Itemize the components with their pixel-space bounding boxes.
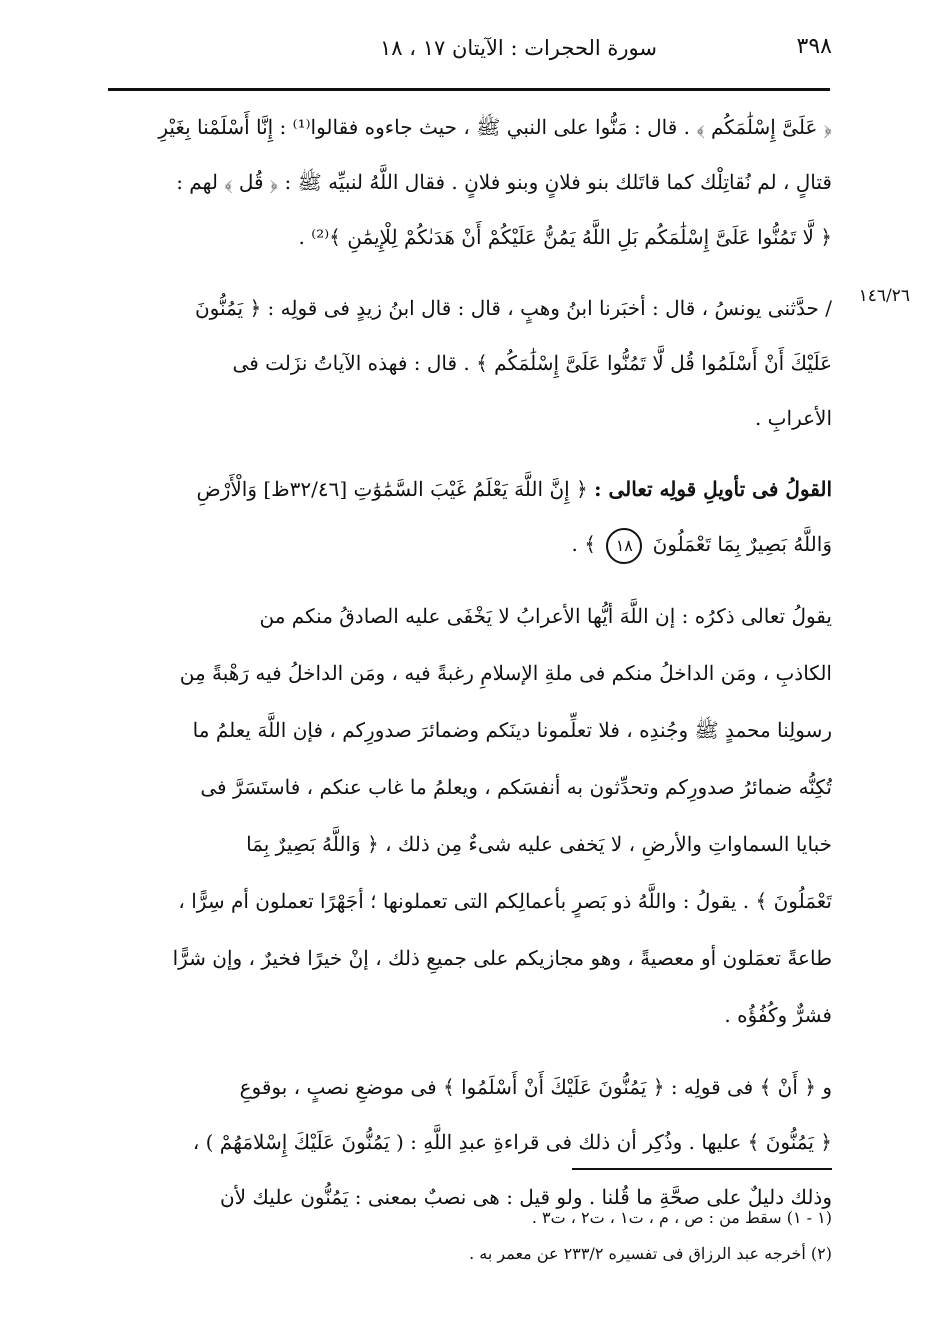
text-line: فشرٌّ وكُفُؤُه . [724, 1003, 832, 1027]
paragraph-1 [108, 100, 832, 265]
running-title: سورة الحجرات : الآيتان ١٧ ، ١٨ [380, 36, 657, 60]
text-line: رسولِنا محمدٍ ﷺ وجُندِه ، فلا تعلِّمونا دينَكم وضمائرَ صدورِكم ، فإن اللَّهَ يعلمُ ما [192, 718, 832, 742]
section-heading: القولُ فى تأويلِ قولِه تعالى : [594, 477, 832, 501]
verse-number-badge: ١٨ [606, 528, 642, 564]
text-line: الكاذبِ ، ومَن الداخلُ منكم فى ملةِ الإسلامِ رغبةً فيه ، ومَن الداخلُ فيه رَهْبةً مِن [179, 661, 832, 685]
text-line: الأعرابِ . [754, 406, 832, 430]
main-text [108, 100, 832, 1225]
closing-bracket: ﴾ . [571, 532, 596, 556]
text-line: عَلَيْكَ أَنْ أَسْلَمُوا قُل لَّا تَمُنُّوا عَلَىَّ إِسْلَٰمَكُم ﴾ . قال : فهذه الآياتُ نزَلت فى [232, 351, 832, 375]
text-line: / حدَّثنى يونسُ ، قال : أخبَرنا ابنُ وهبٍ ، قال : قال ابنُ زيدٍ فى قولِه : ﴿ يَمُنُّونَ [194, 296, 832, 320]
paragraph-2 [108, 281, 832, 446]
text-line [108, 517, 832, 572]
paragraph-gap [108, 265, 832, 281]
page-header [105, 28, 832, 78]
text-line: خبايا السماواتِ والأرضِ ، لا يَخفى عليه شىءٌ مِن ذلك ، ﴿ وَاللَّهُ بَصِيرٌ بِمَا [246, 832, 832, 856]
page-number: ٣٩٨ [796, 34, 832, 59]
text-line: و ﴿ أَنْ ﴾ فى قولِه : ﴿ يَمُنُّونَ عَلَيْكَ أَنْ أَسْلَمُوا ﴾ فى موضعِ نصبٍ ، بوقوعِ [239, 1075, 832, 1099]
paragraph-gap [108, 446, 832, 462]
text-line: تَعْمَلُونَ ﴾ . يقولُ : واللَّهُ ذو بَصرٍ بأعمالِكم التى تعملونها ؛ أجَهْرًا تعملون أم سِرًّا ، [178, 889, 832, 913]
paragraph-3 [108, 462, 832, 572]
text-line: وذلك دليلٌ على صحَّةِ ما قُلنا . ولو قيل : هى نصبٌ بمعنى : يَمُنُّون عليك لأن [219, 1185, 832, 1209]
text-line: ﴿ لَّا تَمُنُّوا عَلَىَّ إِسْلَٰمَكُم بَلِ اللَّهُ يَمُنُّ عَلَيْكُمْ أَنْ هَدَىٰكُمْ لِلْإِيمَٰنِ ﴾⁽²⁾ . [298, 225, 832, 249]
text-line: تُكِنُّه ضمائرُ صدورِكم وتحدِّثون به أنفسَكم ، ويعلمُ ما غاب عنكم ، فاستَسَرَّ فى [200, 775, 832, 799]
text-line: طاعةً تعمَلون أو معصيةً ، وهو مجازيكم على جميعِ ذلك ، إنْ خيرًا فخيرٌ ، وإن شرًّا [172, 946, 832, 970]
paragraph-gap [108, 572, 832, 588]
paragraph-gap [108, 1044, 832, 1060]
header-rule [108, 88, 830, 91]
footnote-rule [572, 1168, 832, 1170]
paragraph-4 [108, 588, 832, 1044]
heading-line [108, 462, 832, 517]
marginal-reference: ١٤٦/٢٦ [858, 286, 910, 306]
text-line: ﴿ يَمُنُّونَ ﴾ عليها . وذُكِر أن ذلك فى قراءةِ عبدِ اللَّهِ : ( يَمُنُّونَ عَلَيْكَ إِسْلامَهُمْ ) ، [192, 1130, 832, 1154]
text-line: ﴿ عَلَىَّ إِسْلَٰمَكُم ﴾ . قال : مَنُّوا على النبي ﷺ ، حيث جاءوه فقالوا⁽¹⁾ : إِنَّا أَسْلَمْنا بِغَيْرِ [158, 115, 832, 139]
footnote-2: (٢) أخرجه عبد الرزاق فى تفسيره ٢٣٣/٢ عن معمر به . [469, 1244, 832, 1263]
footnotes [300, 1200, 832, 1272]
verse-text: وَاللَّهُ بَصِيرٌ بِمَا تَعْمَلُونَ [652, 532, 832, 556]
verse-text: ﴿ إِنَّ اللَّهَ يَعْلَمُ غَيْبَ السَّمَٰوَٰتِ [٣٢/٤٦ظ] وَالْأَرْضِ [196, 477, 588, 501]
text-line: قتالٍ ، لم نُقاتِلْك كما قاتَلك بنو فلانٍ وبنو فلانٍ . فقال اللَّهُ لنبيِّه ﷺ : ﴿ قُل ﴾ لهم : [176, 170, 832, 194]
text-line: يقولُ تعالى ذكرُه : إن اللَّهَ أيُّها الأعرابُ لا يَخْفَى عليه الصادقُ منكم من [259, 604, 832, 628]
footnote-1: (١ - ١) سقط من : ص ، م ، ت١ ، ت٢ ، ت٣ . [531, 1208, 832, 1227]
